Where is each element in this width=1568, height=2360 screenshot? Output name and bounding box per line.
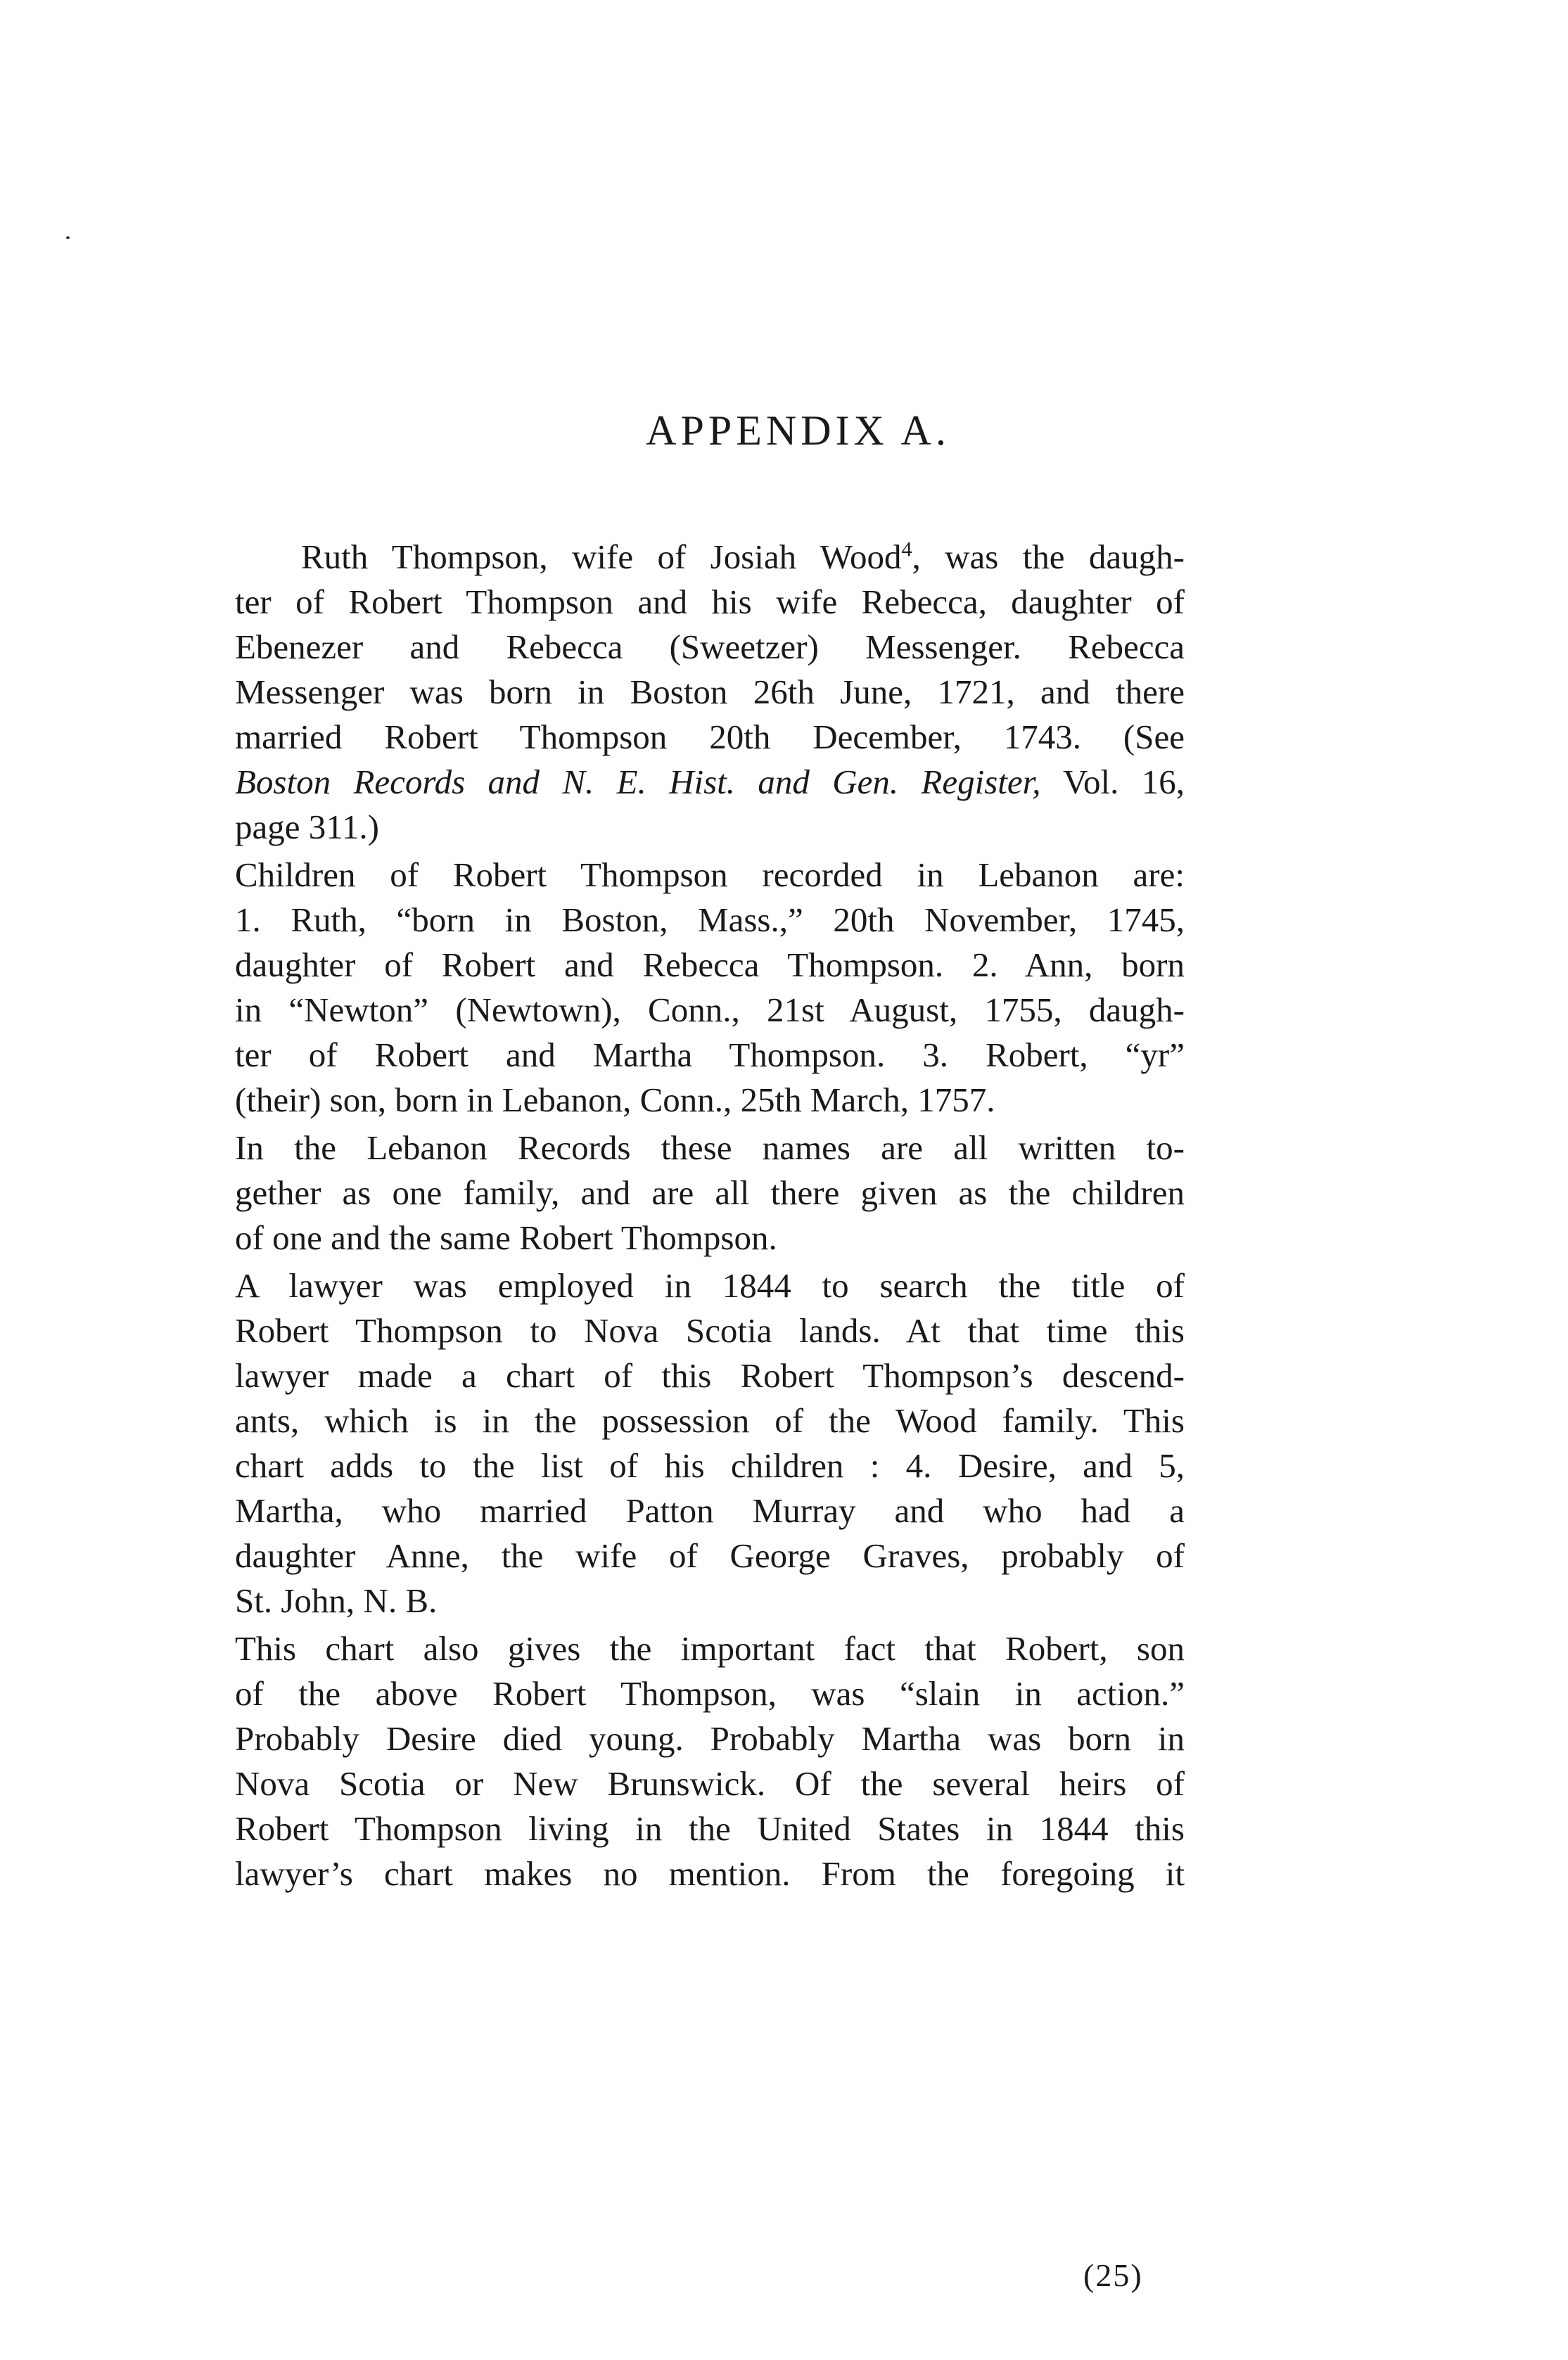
text-line xyxy=(235,1851,1185,1896)
paragraph xyxy=(235,1125,1185,1261)
text-run: in “Newton” (Newtown), Conn., 21st August, 1755, daugh- xyxy=(235,990,1185,1029)
text-run: Children of Robert Thompson recorded in Lebanon are: xyxy=(235,855,1185,894)
text-line xyxy=(235,1533,1185,1578)
text-run: Vol. 16, xyxy=(1040,763,1185,801)
text-line xyxy=(235,1626,1185,1671)
text-line xyxy=(235,898,1185,943)
paragraph xyxy=(235,1263,1185,1624)
text-run: daughter of Robert and Rebecca Thompson. 2. Ann, born xyxy=(235,945,1185,984)
ink-speck xyxy=(66,236,70,239)
text-line xyxy=(235,1171,1185,1216)
text-run: Messenger was born in Boston 26th June, 1721, and there xyxy=(235,672,1185,711)
text-line xyxy=(235,670,1185,715)
text-line xyxy=(235,625,1185,670)
text-run: A lawyer was employed in 1844 to search the title of xyxy=(235,1266,1185,1305)
text-line xyxy=(235,1488,1185,1533)
text-line xyxy=(235,1806,1185,1851)
text-run: (their) son, born in Lebanon, Conn., 25th March, 1757. xyxy=(235,1080,995,1119)
page-title: APPENDIX A. xyxy=(646,407,950,454)
text-run: Martha, who married Patton Murray and who had a xyxy=(235,1491,1185,1530)
text-line xyxy=(235,1578,1185,1624)
paragraph xyxy=(235,535,1185,850)
paragraph xyxy=(235,853,1185,1123)
text-line xyxy=(235,1078,1185,1123)
text-run: of the above Robert Thompson, was “slain in action.” xyxy=(235,1674,1185,1713)
text-run: married Robert Thompson 20th December, 1743. (See xyxy=(235,717,1185,756)
text-run: page 311.) xyxy=(235,808,379,846)
text-line xyxy=(235,1443,1185,1488)
text-run: In the Lebanon Records these names are all written to- xyxy=(235,1128,1185,1167)
text-run: 1. Ruth, “born in Boston, Mass.,” 20th November, 1745, xyxy=(235,900,1185,939)
text-run: , was the daugh- xyxy=(912,537,1185,576)
text-run: chart adds to the list of his children : 4. Desire, and 5, xyxy=(235,1446,1185,1485)
text-line xyxy=(235,715,1185,760)
text-line xyxy=(235,1398,1185,1443)
text-run: daughter Anne, the wife of George Graves, probably of xyxy=(235,1536,1185,1575)
text-line xyxy=(235,580,1185,625)
paragraph xyxy=(235,1626,1185,1896)
text-line xyxy=(235,943,1185,988)
text-line xyxy=(235,760,1185,805)
body-text xyxy=(235,535,1185,1896)
text-run: Robert Thompson living in the United States in 1844 this xyxy=(235,1809,1185,1848)
page-number: (25) xyxy=(1083,2257,1143,2293)
text-run: lawyer made a chart of this Robert Thompson’s descend- xyxy=(235,1356,1185,1395)
text-line xyxy=(235,853,1185,898)
text-run: Probably Desire died young. Probably Martha was born in xyxy=(235,1719,1185,1758)
text-run: Robert Thompson to Nova Scotia lands. At that time this xyxy=(235,1311,1185,1350)
text-line xyxy=(235,1033,1185,1078)
text-run: Nova Scotia or New Brunswick. Of the several heirs of xyxy=(235,1764,1185,1803)
text-line xyxy=(235,988,1185,1033)
text-line xyxy=(235,1353,1185,1398)
text-line xyxy=(235,1125,1185,1171)
footnote-marker: 4 xyxy=(901,537,912,561)
text-run: This chart also gives the important fact that Robert, son xyxy=(235,1629,1185,1668)
text-run: ter of Robert and Martha Thompson. 3. Robert, “yr” xyxy=(235,1035,1185,1074)
text-line xyxy=(235,1716,1185,1761)
text-run: of one and the same Robert Thompson. xyxy=(235,1218,777,1257)
text-line xyxy=(235,1216,1185,1261)
text-run: St. John, N. B. xyxy=(235,1581,438,1620)
italic-citation: Boston Records and N. E. Hist. and Gen. Register, xyxy=(235,763,1041,801)
text-line xyxy=(235,1761,1185,1806)
text-line xyxy=(235,805,1185,850)
text-line xyxy=(235,535,1185,580)
text-run: Ebenezer and Rebecca (Sweetzer) Messenger. Rebecca xyxy=(235,627,1185,666)
text-run: Ruth Thompson, wife of Josiah Wood xyxy=(301,537,902,576)
text-line xyxy=(235,1308,1185,1353)
text-line xyxy=(235,1671,1185,1716)
text-run: ter of Robert Thompson and his wife Rebecca, daughter of xyxy=(235,582,1185,621)
text-run: lawyer’s chart makes no mention. From the foregoing it xyxy=(235,1854,1185,1893)
text-line xyxy=(235,1263,1185,1308)
text-run: gether as one family, and are all there given as the children xyxy=(235,1173,1185,1212)
text-run: ants, which is in the possession of the Wood family. This xyxy=(235,1401,1185,1440)
